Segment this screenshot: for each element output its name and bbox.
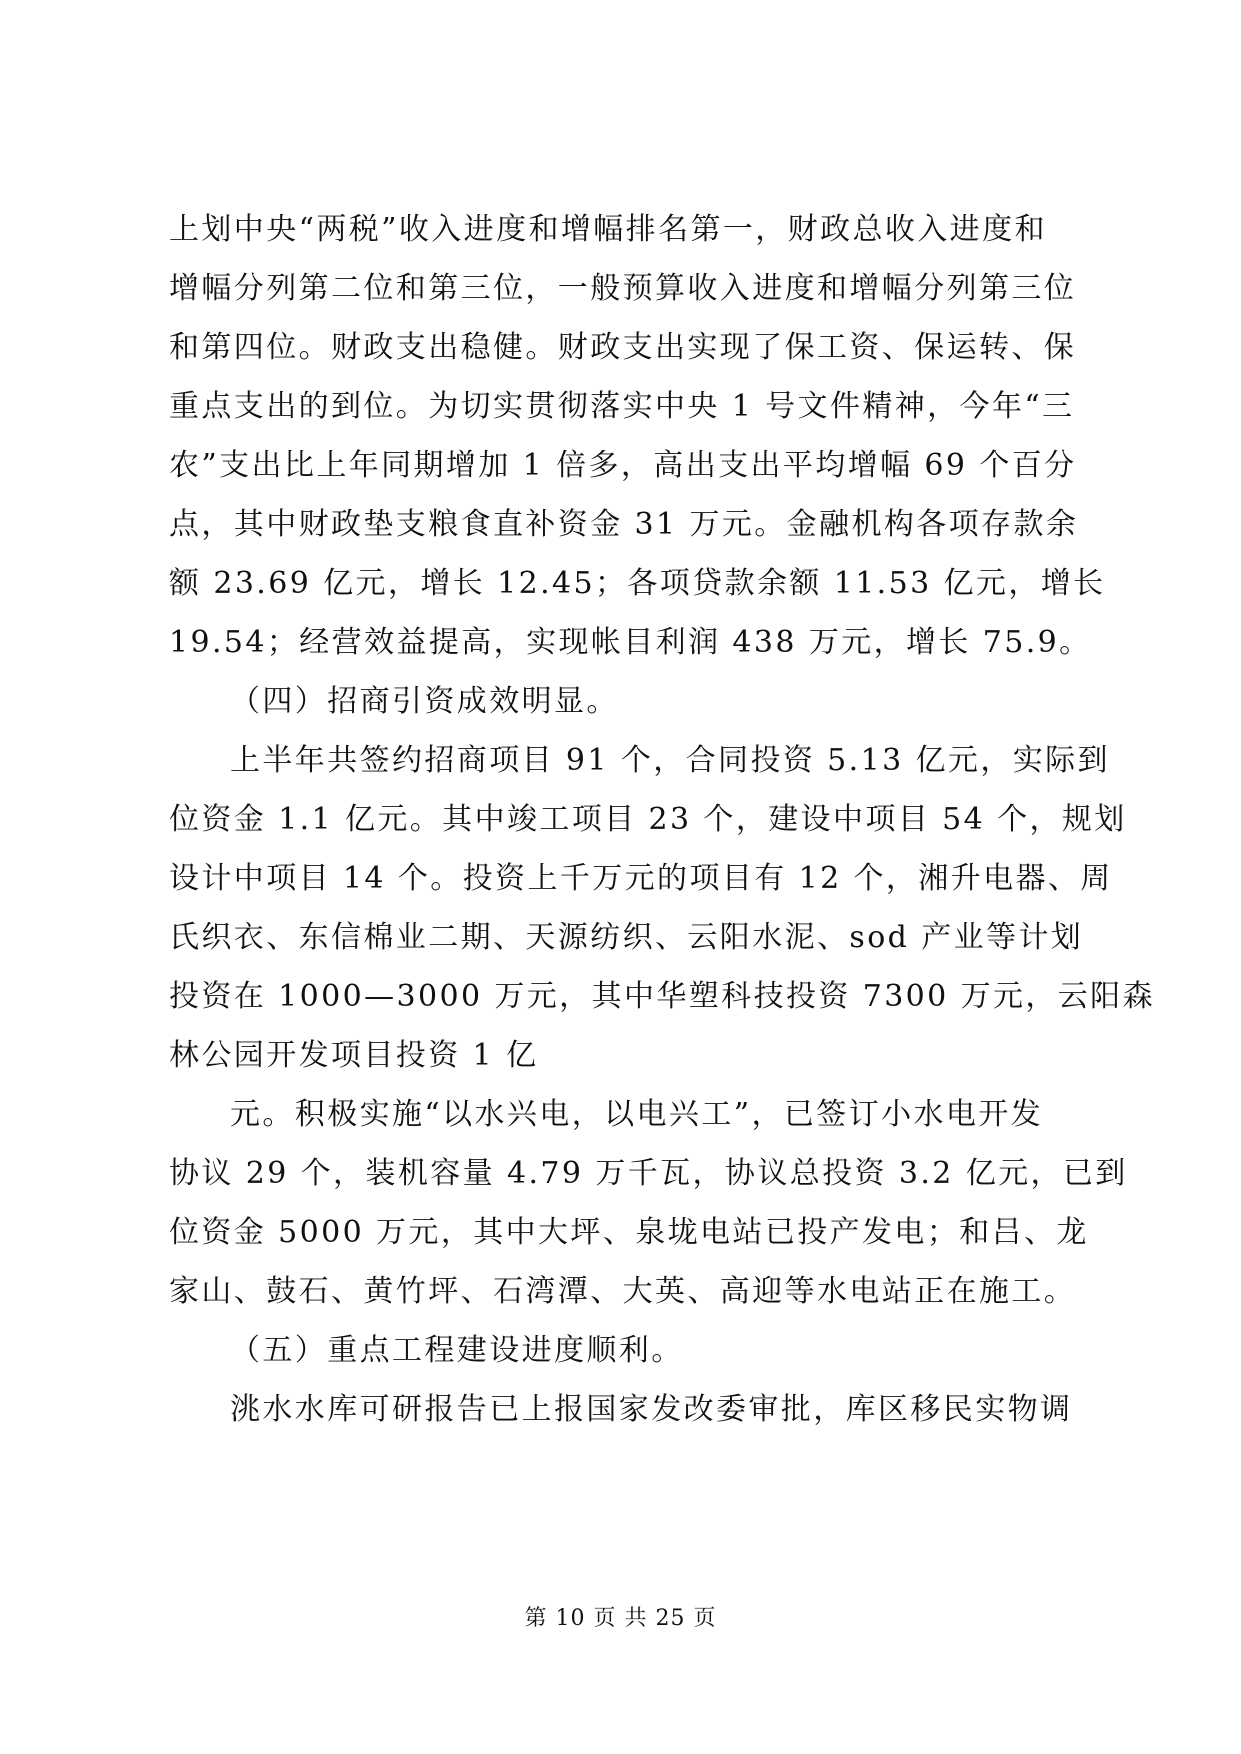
text-line: 投资在 1000—3000 万元，其中华塑科技投资 7300 万元，云阳森 bbox=[169, 979, 1155, 1014]
text-line: 协议 29 个，装机容量 4.79 万千瓦，协议总投资 3.2 亿元，已到 bbox=[169, 1156, 1128, 1191]
text-line: 重点支出的到位。为切实贯彻落实中央 1 号文件精神，今年“三 bbox=[169, 389, 1075, 424]
paragraph-first-line: 洮水水库可研报告已上报国家发改委审批，库区移民实物调 bbox=[230, 1392, 1073, 1427]
section-heading: （四）招商引资成效明显。 bbox=[230, 684, 619, 719]
text-line: 氏织衣、东信棉业二期、天源纺织、云阳水泥、sod 产业等计划 bbox=[169, 920, 1084, 955]
text-line: 点，其中财政垫支粮食直补资金 31 万元。金融机构各项存款余 bbox=[169, 507, 1079, 542]
paragraph-first-line: 元。积极实施“以水兴电，以电兴工”，已签订小水电开发 bbox=[230, 1097, 1044, 1132]
section-heading: （五）重点工程建设进度顺利。 bbox=[230, 1333, 684, 1368]
text-line: 和第四位。财政支出稳健。财政支出实现了保工资、保运转、保 bbox=[169, 330, 1077, 365]
text-line: 家山、鼓石、黄竹坪、石湾潭、大英、高迎等水电站正在施工。 bbox=[169, 1274, 1077, 1309]
text-line: 位资金 5000 万元，其中大坪、泉垅电站已投产发电；和吕、龙 bbox=[169, 1215, 1089, 1250]
page-number-footer: 第 10 页 共 25 页 bbox=[524, 1606, 717, 1631]
text-line: 增幅分列第二位和第三位，一般预算收入进度和增幅分列第三位 bbox=[169, 271, 1077, 306]
text-line: 19.54；经营效益提高，实现帐目利润 438 万元，增长 75.9。 bbox=[169, 625, 1092, 660]
text-line: 林公园开发项目投资 1 亿 bbox=[169, 1038, 539, 1073]
text-line: 位资金 1.1 亿元。其中竣工项目 23 个，建设中项目 54 个，规划 bbox=[169, 802, 1127, 837]
text-line: 农”支出比上年同期增加 1 倍多，高出支出平均增幅 69 个百分 bbox=[169, 448, 1077, 483]
paragraph-first-line: 上半年共签约招商项目 91 个，合同投资 5.13 亿元，实际到 bbox=[230, 743, 1110, 778]
text-line: 设计中项目 14 个。投资上千万元的项目有 12 个，湘升电器、周 bbox=[169, 861, 1113, 896]
text-line: 上划中央“两税”收入进度和增幅排名第一，财政总收入进度和 bbox=[169, 212, 1047, 247]
text-line: 额 23.69 亿元，增长 12.45；各项贷款余额 11.53 亿元，增长 bbox=[169, 566, 1106, 601]
